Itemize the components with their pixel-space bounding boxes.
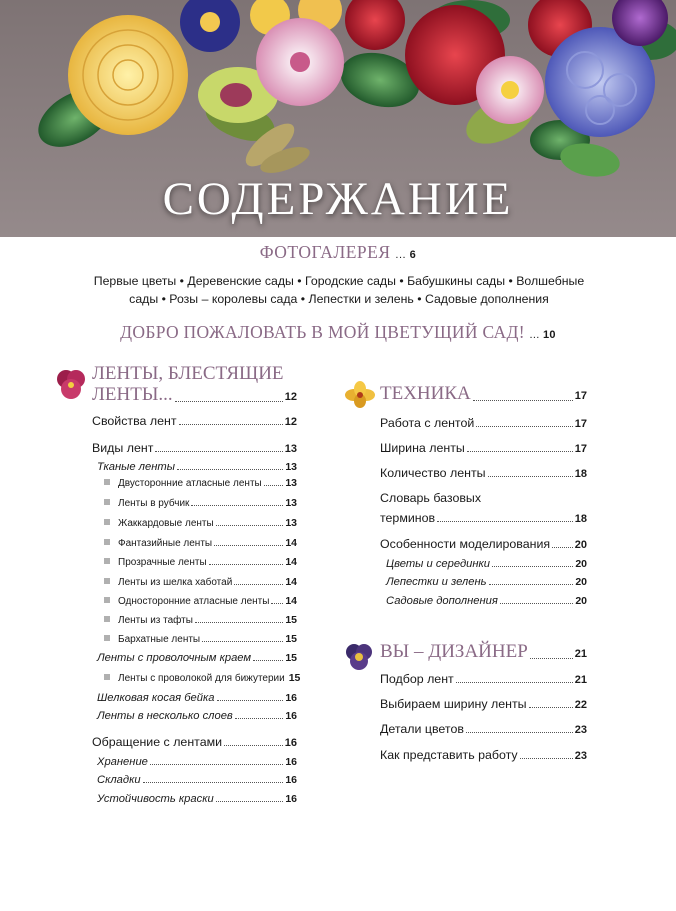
gallery-title: ФОТОГАЛЕРЕЯ [259, 242, 391, 262]
gallery-chapters [84, 272, 594, 308]
gallery-heading: ФОТОГАЛЕРЕЯ ... 6 [259, 242, 417, 262]
designer-toc-item-text: Как представить работу [380, 748, 518, 762]
technique-toc-item-label [380, 416, 474, 430]
welcome-heading: ДОБРО ПОЖАЛОВАТЬ В МОЙ ЦВЕТУЩИЙ САД! ... 10 [120, 322, 556, 342]
designer-toc-item[interactable] [380, 697, 587, 711]
technique-toc-item-text: Цветы и серединки [386, 558, 491, 570]
gallery-page: 6 [409, 249, 417, 261]
designer-toc-item-label [380, 748, 518, 762]
technique-toc-item-label [380, 441, 465, 455]
technique-toc-item-page: 20 [575, 595, 587, 607]
ribbons-toc-item-label [104, 577, 232, 588]
technique-toc-item-page: 20 [574, 539, 587, 551]
ribbons-toc-item[interactable] [104, 477, 297, 489]
ribbons-toc-item-label [104, 538, 212, 549]
ribbons-toc-item-text: Хранение [97, 756, 148, 768]
bullet-square-icon [104, 499, 110, 505]
technique-toc-item-text: Ширина ленты [380, 441, 465, 455]
ribbons-toc-item-page: 16 [285, 774, 297, 786]
designer-toc-item-label [380, 722, 464, 736]
ribbons-toc-item-page: 14 [285, 576, 297, 588]
gallery-line-1: Первые цветы • Деревенские сады • Городские сады • Бабушкины сады • Волшебные [93, 274, 585, 288]
technique-toc-item-text: Садовые дополнения [386, 595, 498, 607]
technique-toc-item-label [386, 558, 490, 570]
ribbons-toc-item-text: Односторонние атласные ленты [118, 596, 270, 607]
designer-toc-item-text: Подбор лент [380, 672, 454, 686]
ribbons-toc-item-label [104, 478, 262, 489]
designer-toc-item-page: 23 [574, 724, 587, 736]
section-ribbons-line1[interactable] [92, 364, 297, 384]
technique-toc-item[interactable] [380, 466, 587, 480]
ribbons-toc-item[interactable] [97, 793, 297, 805]
designer-toc-item[interactable] [380, 672, 587, 686]
designer-toc-item-text: Выбираем ширину ленты [380, 697, 527, 711]
ribbons-toc-item[interactable] [104, 556, 297, 568]
ribbons-toc-item-page: 13 [285, 477, 297, 489]
ribbons-toc-item-label [104, 596, 269, 607]
pansy-flower-icon [55, 368, 87, 400]
ribbons-toc-item-page: 13 [284, 443, 297, 455]
designer-toc-item-label [380, 697, 527, 711]
technique-toc-item[interactable] [380, 491, 587, 505]
technique-toc-item-text: Работа с лентой [380, 416, 475, 430]
ribbons-toc-item[interactable] [97, 692, 297, 704]
ribbons-toc-item[interactable] [97, 756, 297, 768]
designer-toc-item-page: 21 [574, 674, 587, 686]
ribbons-toc-item-text: Шелковая косая бейка [97, 692, 215, 704]
bullet-square-icon [104, 578, 110, 584]
ribbons-toc-item[interactable] [97, 774, 297, 786]
technique-toc-item[interactable] [386, 595, 587, 607]
technique-toc-item-label [386, 595, 498, 607]
ribbons-toc-item-label [104, 615, 193, 626]
section-technique[interactable] [380, 384, 587, 404]
header-photo [0, 0, 676, 237]
ribbons-toc-item-text: Виды лент [92, 441, 154, 455]
ribbons-toc-item-page: 13 [285, 497, 297, 509]
section-ribbons-title-2: ЛЕНТЫ... [92, 384, 173, 405]
ribbons-toc-item-page: 14 [285, 595, 297, 607]
bullet-square-icon [104, 674, 110, 680]
ribbons-toc-item[interactable] [104, 517, 297, 529]
ribbons-toc-item-label [97, 461, 175, 473]
technique-toc-item[interactable] [380, 441, 587, 455]
gallery-line-2: сады • Розы – королевы сада • Лепестки и зелень • Садовые дополнения [129, 292, 549, 306]
ribbons-toc-item-text: Ленты в несколько слоев [97, 710, 233, 722]
ribbons-toc-item-text: Свойства лент [92, 414, 177, 428]
ribbons-toc-item-page: 16 [285, 756, 297, 768]
ribbons-toc-item-label [97, 756, 148, 768]
section-designer-page: 21 [574, 648, 587, 660]
technique-toc-item-label [380, 466, 486, 480]
ribbons-toc-item[interactable] [104, 595, 297, 607]
technique-toc-item-label [380, 511, 435, 525]
ribbons-toc-item-label [92, 735, 222, 749]
ribbons-toc-item-label [97, 692, 215, 704]
technique-toc-item-page: 17 [574, 418, 587, 430]
ribbons-toc-item-label [97, 774, 141, 786]
ribbons-toc-item[interactable] [97, 710, 297, 722]
bullet-square-icon [104, 558, 110, 564]
technique-toc-item[interactable] [380, 537, 587, 551]
ribbons-toc-item-page: 13 [285, 461, 297, 473]
ribbons-toc-item-text: Ленты из шелка хаботай [118, 577, 233, 588]
designer-toc-item[interactable] [380, 722, 587, 736]
ribbons-toc-item[interactable] [104, 633, 297, 645]
ribbons-toc-item-label [104, 557, 207, 568]
violet-pansy-icon [344, 641, 374, 671]
ribbons-toc-item[interactable] [92, 441, 297, 455]
ribbons-toc-item-text: Ленты с проволокой для бижутерии [118, 673, 285, 684]
technique-toc-item-page: 20 [575, 558, 587, 570]
technique-toc-item-label [380, 491, 481, 505]
section-designer[interactable] [380, 642, 587, 662]
ribbons-toc-item-text: Обращение с лентами [92, 735, 223, 749]
ribbons-toc-item-label [92, 441, 153, 455]
ribbons-toc-item[interactable] [104, 576, 297, 588]
ribbons-toc-item-text: Тканые ленты [97, 461, 175, 473]
designer-toc-item-page: 22 [574, 699, 587, 711]
technique-toc-item[interactable] [386, 576, 587, 588]
section-designer-title: ВЫ – ДИЗАЙНЕР [380, 641, 528, 662]
bullet-square-icon [104, 597, 110, 603]
ribbons-toc-item-label [104, 498, 189, 509]
ribbons-toc-item-page: 12 [284, 416, 297, 428]
bullet-square-icon [104, 519, 110, 525]
technique-toc-item[interactable] [380, 511, 587, 525]
designer-toc-item-page: 23 [574, 750, 587, 762]
bullet-square-icon [104, 635, 110, 641]
welcome-page: 10 [542, 329, 556, 341]
designer-toc-item-label [380, 672, 454, 686]
ribbons-toc-item-text: Жаккардовые ленты [118, 518, 214, 529]
ribbons-toc-item[interactable] [97, 461, 297, 473]
section-ribbons-page: 12 [284, 391, 297, 403]
ribbons-toc-item-text: Складки [97, 774, 141, 786]
technique-toc-item-label [386, 576, 487, 588]
section-technique-title: ТЕХНИКА [380, 383, 471, 404]
ribbons-toc-item[interactable] [104, 672, 301, 684]
ribbons-toc-item[interactable] [92, 414, 297, 428]
ribbons-toc-item-page: 16 [284, 737, 297, 749]
technique-toc-item-page: 17 [574, 443, 587, 455]
ribbons-toc-item[interactable] [97, 652, 297, 664]
ribbons-toc-item-page: 15 [285, 633, 297, 645]
page-title: СОДЕРЖАНИЕ [162, 173, 514, 225]
ribbons-toc-item[interactable] [104, 614, 297, 626]
technique-toc-item[interactable] [380, 416, 587, 430]
ribbons-toc-item-label [97, 793, 214, 805]
technique-toc-item-label [380, 537, 550, 551]
technique-toc-item-text: Особенности моделирования [380, 537, 551, 551]
ribbons-toc-item-page: 16 [285, 692, 297, 704]
technique-toc-item-page: 20 [575, 576, 587, 588]
technique-toc-item-text: Лепестки и зелень [386, 576, 487, 588]
ribbons-toc-item-text: Двусторонние атласные ленты [118, 478, 262, 489]
section-technique-page: 17 [574, 390, 587, 402]
technique-toc-item[interactable] [386, 558, 587, 570]
ribbons-toc-item-page: 14 [285, 537, 297, 549]
technique-toc-item-page: 18 [574, 513, 587, 525]
ribbons-toc-item-label [104, 518, 214, 529]
ribbons-toc-item-label [104, 673, 285, 684]
ribbons-toc-item-label [97, 652, 251, 664]
ribbons-toc-item-text: Ленты в рубчик [118, 498, 190, 509]
ribbons-toc-item-text: Прозрачные ленты [118, 557, 207, 568]
ribbons-toc-item-page: 15 [285, 614, 297, 626]
ribbons-toc-item-label [92, 414, 177, 428]
technique-toc-item-text: терминов [380, 511, 436, 525]
welcome-title: ДОБРО ПОЖАЛОВАТЬ В МОЙ ЦВЕТУЩИЙ САД! [120, 322, 525, 342]
bullet-square-icon [104, 616, 110, 622]
ribbons-toc-item-page: 15 [285, 652, 297, 664]
ribbons-toc-item-page: 14 [285, 556, 297, 568]
ribbons-toc-item-text: Ленты из тафты [118, 615, 193, 626]
technique-toc-item-page: 18 [574, 468, 587, 480]
ribbons-toc-item-text: Устойчивость краски [97, 793, 214, 805]
ribbons-toc-item-label [104, 634, 200, 645]
yellow-flower-icon [344, 381, 376, 409]
bullet-square-icon [104, 539, 110, 545]
ribbons-toc-item-page: 15 [288, 672, 301, 684]
ribbons-toc-item-page: 13 [285, 517, 297, 529]
ribbons-toc-item-page: 16 [285, 710, 297, 722]
designer-toc-item-text: Детали цветов [380, 722, 464, 736]
ribbons-toc-item[interactable] [104, 497, 297, 509]
bullet-square-icon [104, 479, 110, 485]
section-ribbons-title-1: ЛЕНТЫ, БЛЕСТЯЩИЕ [92, 363, 284, 384]
section-ribbons[interactable] [92, 385, 297, 405]
ribbons-toc-item-text: Ленты с проволочным краем [97, 652, 252, 664]
ribbons-toc-item[interactable] [92, 735, 297, 749]
ribbons-toc-item-text: Фантазийные ленты [118, 538, 213, 549]
designer-toc-item[interactable] [380, 748, 587, 762]
ribbons-toc-item-page: 16 [285, 793, 297, 805]
ribbons-toc-item-label [97, 710, 233, 722]
technique-toc-item-text: Количество ленты [380, 466, 486, 480]
technique-toc-item-text: Словарь базовых [380, 491, 482, 505]
ribbons-toc-item[interactable] [104, 537, 297, 549]
ribbons-toc-item-text: Бархатные ленты [118, 634, 201, 645]
